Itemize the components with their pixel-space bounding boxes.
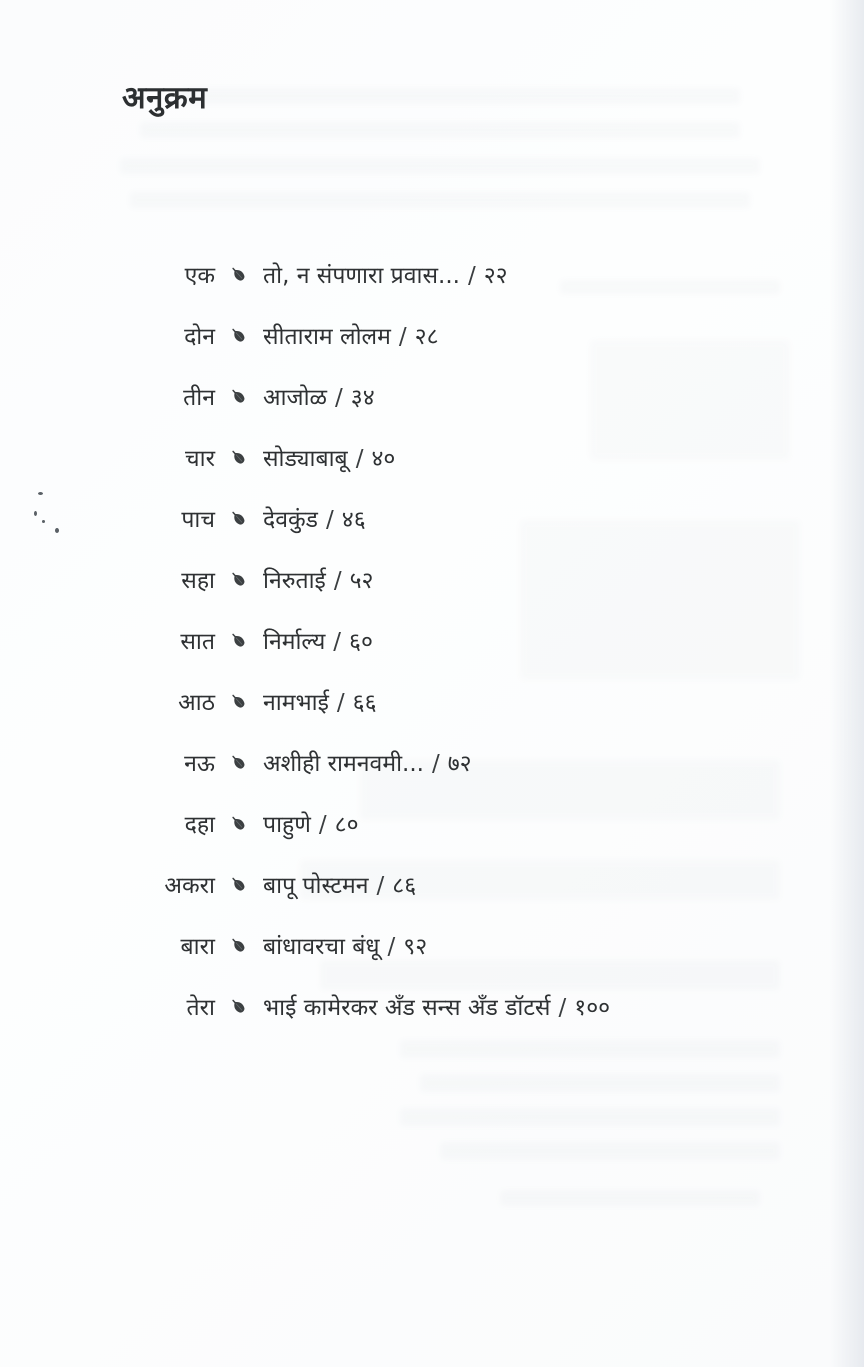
entry-page-number: ४०: [371, 445, 396, 472]
entry-separator: /: [333, 567, 342, 594]
entry-text: [263, 319, 439, 351]
entry-number-word: अकरा: [164, 872, 215, 899]
entry-number-word: आठ: [178, 689, 215, 716]
page-title: अनुक्रम: [122, 80, 208, 116]
entry-page-number: ६६: [352, 689, 377, 716]
entry-title: सीताराम लोलम: [263, 323, 391, 350]
leaf-icon: [215, 569, 263, 589]
toc-entry: [0, 914, 864, 975]
entry-page-number: १००: [574, 994, 611, 1021]
entry-title: अशीही रामनवमी...: [263, 750, 424, 777]
entry-separator: /: [336, 689, 345, 716]
toc-entry: [0, 243, 864, 304]
leaf-icon: [215, 630, 263, 650]
leaf-icon: [215, 264, 263, 284]
entry-page-number: ९२: [403, 933, 428, 960]
entry-separator: /: [333, 628, 342, 655]
toc-entry: [0, 792, 864, 853]
entry-separator: /: [376, 872, 385, 899]
leaf-icon: [215, 996, 263, 1016]
entry-text: [263, 502, 366, 534]
entry-separator: /: [558, 994, 567, 1021]
entry-separator: /: [325, 506, 334, 533]
leaf-icon: [215, 386, 263, 406]
entry-text: [263, 624, 373, 656]
entry-text: [263, 441, 395, 473]
entry-title: आजोळ: [263, 384, 328, 411]
entry-title: बांधावरचा बंधू: [263, 933, 380, 960]
entry-page-number: ८०: [334, 811, 359, 838]
entry-page-number: ५२: [349, 567, 374, 594]
entry-text: [263, 990, 610, 1022]
leaf-icon: [215, 447, 263, 467]
entry-text: [263, 929, 427, 961]
entry-text: [263, 685, 377, 717]
entry-number-word: एक: [184, 262, 215, 289]
entry-page-number: २८: [414, 323, 439, 350]
entry-text: [263, 380, 375, 412]
toc-entry: [0, 731, 864, 792]
entry-number-word: बारा: [180, 933, 215, 960]
entry-page-number: ७२: [447, 750, 472, 777]
entry-number-word: नऊ: [184, 750, 215, 777]
entry-separator: /: [398, 323, 407, 350]
entry-title: देवकुंड: [263, 506, 318, 533]
entry-page-number: ३४: [350, 384, 375, 411]
toc-entry: [0, 426, 864, 487]
page-showthrough: [130, 192, 750, 208]
entry-number-word: सहा: [181, 567, 215, 594]
entry-title: पाहुणे: [263, 811, 311, 838]
entry-separator: /: [355, 445, 364, 472]
leaf-icon: [215, 325, 263, 345]
entry-separator: /: [467, 262, 476, 289]
entry-page-number: ४६: [341, 506, 366, 533]
page-showthrough: [180, 88, 740, 104]
toc-entry: [0, 548, 864, 609]
entry-number-word: दहा: [184, 811, 215, 838]
entry-text: [263, 746, 472, 778]
entry-separator: /: [431, 750, 440, 777]
entry-number-word: तेरा: [186, 994, 215, 1021]
leaf-icon: [215, 935, 263, 955]
leaf-icon: [215, 874, 263, 894]
toc-entry: [0, 853, 864, 914]
entry-text: [263, 868, 416, 900]
entry-separator: /: [318, 811, 327, 838]
leaf-icon: [215, 813, 263, 833]
toc-entry: [0, 975, 864, 1036]
page-showthrough: [400, 1040, 780, 1058]
leaf-icon: [215, 691, 263, 711]
toc-entry: [0, 365, 864, 426]
entry-page-number: २२: [483, 262, 508, 289]
entry-title: सोड्याबाबू: [263, 445, 348, 472]
entry-number-word: दोन: [184, 323, 215, 350]
leaf-icon: [215, 508, 263, 528]
entry-title: भाई कामेरकर अँड सन्स अँड डॉटर्स: [263, 994, 551, 1021]
page-showthrough: [500, 1190, 760, 1206]
entry-title: निरुताई: [263, 567, 326, 594]
toc-entry: [0, 609, 864, 670]
entry-page-number: ८६: [392, 872, 417, 899]
toc-entry: [0, 304, 864, 365]
entry-number-word: सात: [180, 628, 215, 655]
toc-list: [0, 243, 864, 1036]
entry-title: तो, न संपणारा प्रवास...: [263, 262, 460, 289]
entry-number-word: चार: [185, 445, 215, 472]
entry-number-word: पाच: [181, 506, 215, 533]
entry-separator: /: [335, 384, 343, 411]
entry-title: नामभाई: [263, 689, 329, 716]
page-showthrough: [440, 1142, 780, 1160]
entry-text: [263, 563, 374, 595]
entry-number-word: तीन: [183, 384, 215, 411]
entry-title: बापू पोस्टमन: [263, 872, 369, 899]
leaf-icon: [215, 752, 263, 772]
entry-page-number: ६०: [349, 628, 373, 655]
entry-text: [263, 807, 359, 839]
entry-separator: /: [387, 933, 396, 960]
toc-entry: [0, 670, 864, 731]
entry-text: [263, 258, 508, 290]
page-showthrough: [120, 158, 760, 174]
page-showthrough: [420, 1074, 780, 1092]
page-showthrough: [400, 1108, 780, 1126]
page-showthrough: [140, 122, 740, 138]
entry-title: निर्माल्य: [263, 628, 326, 655]
toc-entry: [0, 487, 864, 548]
